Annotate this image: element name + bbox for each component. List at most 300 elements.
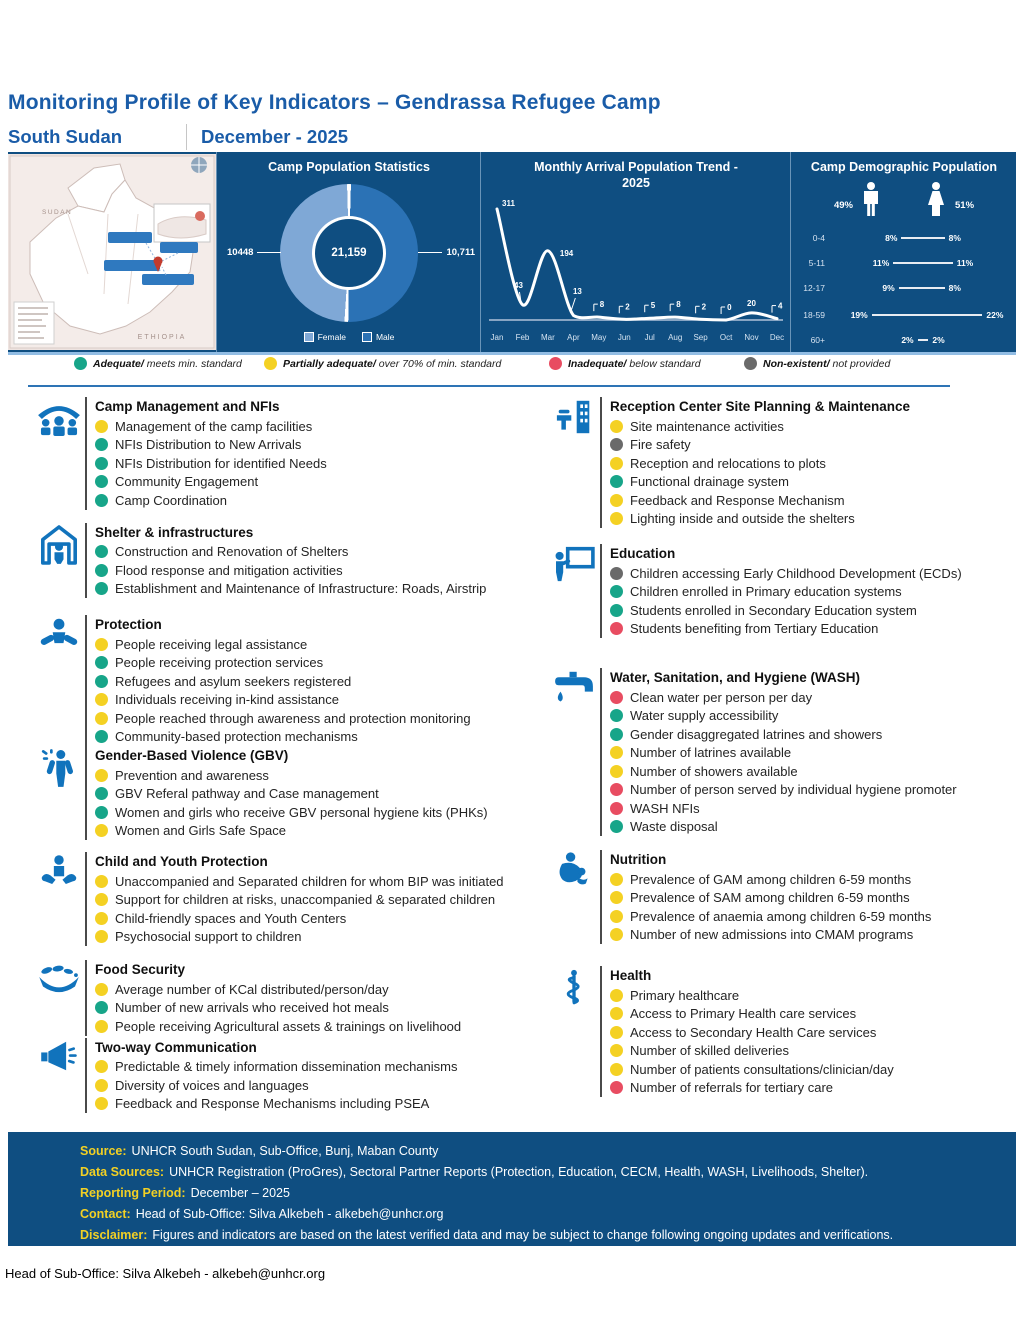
legend-desc: below standard xyxy=(629,357,701,370)
svg-text:2: 2 xyxy=(701,302,707,312)
indicator-row xyxy=(95,543,543,562)
food-security-icon xyxy=(33,960,85,1036)
section-body xyxy=(85,615,543,746)
male-bar-zone xyxy=(831,335,923,345)
indicator-row xyxy=(610,688,1022,707)
indicator-row xyxy=(95,473,543,492)
indicator-label: Feedback and Response Mechanism xyxy=(630,492,845,508)
indicator-label: NFIs Distribution to New Arrivals xyxy=(115,437,302,453)
indicator-row xyxy=(95,580,543,599)
status-dot-green xyxy=(610,820,623,833)
svg-text:13: 13 xyxy=(572,287,582,296)
female-pct-label: 8% xyxy=(948,233,961,243)
population-donut-chart xyxy=(280,184,418,322)
map-label-sudan: SUDAN xyxy=(42,209,73,216)
status-dot-yellow xyxy=(610,1026,623,1039)
footer xyxy=(8,1132,1016,1246)
indicator-label: Water supply accessibility xyxy=(630,708,779,724)
section-title: Health xyxy=(610,968,652,983)
page-title: Monitoring Profile of Key Indicators – Gendrassa Refugee Camp xyxy=(8,91,661,114)
indicator-row xyxy=(95,785,543,804)
section-child-and-youth-protection xyxy=(33,852,543,946)
indicator-row xyxy=(610,601,1022,620)
donut-title: Camp Population Statistics xyxy=(268,160,430,174)
indicators-right-column xyxy=(548,397,1022,1097)
indicator-label: Children enrolled in Primary education systems xyxy=(630,584,902,600)
indicator-label: Child-friendly spaces and Youth Centers xyxy=(115,910,347,926)
status-dot-yellow xyxy=(610,765,623,778)
pyramid-row-60 xyxy=(793,332,1017,348)
svg-text:May: May xyxy=(591,333,607,342)
indicator-row xyxy=(610,510,1022,529)
status-dot-green xyxy=(610,604,623,617)
male-bar xyxy=(899,287,923,289)
section-body xyxy=(85,746,543,840)
education-icon xyxy=(548,544,600,638)
female-pct-label: 22% xyxy=(986,310,1004,320)
indicator-row xyxy=(610,907,1022,926)
status-dot-gray xyxy=(610,567,623,580)
indicator-label: People receiving Agricultural assets & trainings on livelihood xyxy=(115,1018,462,1034)
indicator-row xyxy=(610,1042,1022,1061)
status-dot-yellow xyxy=(95,1060,108,1073)
indicator-row xyxy=(95,928,543,947)
indicator-row xyxy=(610,870,1022,889)
arrival-trend-panel xyxy=(480,152,791,352)
indicator-label: Flood response and mitigation activities xyxy=(115,562,343,578)
female-count-label xyxy=(227,247,285,258)
female-pct-label: 11% xyxy=(956,258,974,268)
status-dot-yellow xyxy=(610,1007,623,1020)
legend-label: Inadequate/ xyxy=(568,357,627,370)
legend-dot-yellow xyxy=(264,357,277,370)
status-dot-yellow xyxy=(610,1063,623,1076)
footer-label: Data Sources: xyxy=(80,1165,165,1179)
legend-desc: meets min. standard xyxy=(146,357,242,370)
section-title: Food Security xyxy=(95,962,186,977)
status-dot-yellow xyxy=(95,824,108,837)
status-dot-red xyxy=(610,622,623,635)
indicator-label: Number of skilled deliveries xyxy=(630,1043,789,1059)
svg-text:Jul: Jul xyxy=(644,333,655,342)
indicator-row xyxy=(95,891,543,910)
status-dot-yellow xyxy=(610,512,623,525)
indicator-row xyxy=(95,654,543,673)
indicator-row xyxy=(95,561,543,580)
female-count: 10448 xyxy=(227,247,254,258)
indicator-row xyxy=(610,1079,1022,1098)
status-dot-green xyxy=(95,675,108,688)
status-dot-yellow xyxy=(95,1097,108,1110)
footer-text: Figures and indicators are based on the latest verified data and may be subject to change following ongoing updates and verifications. xyxy=(152,1228,894,1242)
legend-dot-red xyxy=(549,357,562,370)
status-dot-yellow xyxy=(95,930,108,943)
period-label: December - 2025 xyxy=(201,125,349,147)
male-bar xyxy=(872,314,923,316)
indicator-label: Refugees and asylum seekers registered xyxy=(115,673,352,689)
map-label-chip xyxy=(104,260,160,271)
indicator-row xyxy=(610,564,1022,583)
male-pct-label: 9% xyxy=(882,283,895,293)
indicator-row xyxy=(610,583,1022,602)
section-gender-based-violence-gbv xyxy=(33,746,543,840)
indicator-label: Average number of KCal distributed/person/day xyxy=(115,981,389,997)
indicator-row xyxy=(610,762,1022,781)
indicator-label: Prevalence of anaemia among children 6-59 months xyxy=(630,908,932,924)
donut-legend-label: Male xyxy=(375,332,395,342)
indicator-label: Support for children at risks, unaccompanied & separated children xyxy=(115,892,496,908)
status-dot-green xyxy=(95,787,108,800)
svg-text:8: 8 xyxy=(676,300,681,310)
section-reception-center-site-planning-maintenance xyxy=(548,397,1022,528)
section-two-way-communication xyxy=(33,1038,543,1114)
status-dot-green xyxy=(610,728,623,741)
indicator-row xyxy=(95,909,543,928)
male-pct-label: 19% xyxy=(850,310,868,320)
female-bar-zone xyxy=(923,258,1015,268)
male-total-pct: 49% xyxy=(833,200,853,211)
female-icon xyxy=(925,182,947,219)
bottom-note: Head of Sub-Office: Silva Alkebeh - alkebeh@unhcr.org xyxy=(5,1266,326,1281)
legend-desc: not provided xyxy=(832,357,891,370)
footer-text: UNHCR Registration (ProGres), Sectoral Partner Reports (Protection, Education, CECM, Health, WASH, Livelihoods, Shelter). xyxy=(169,1165,869,1179)
nutrition-icon xyxy=(548,850,600,944)
indicator-label: Prevention and awareness xyxy=(115,767,269,783)
legend-green xyxy=(74,357,242,370)
svg-text:5: 5 xyxy=(650,301,656,311)
status-dot-yellow xyxy=(95,712,108,725)
indicator-label: Functional drainage system xyxy=(630,474,789,490)
indicator-label: Reception and relocations to plots xyxy=(630,455,826,471)
svg-text:Mar: Mar xyxy=(541,333,555,342)
section-title: Shelter & infrastructures xyxy=(95,524,254,540)
legend-dot-green xyxy=(74,357,87,370)
svg-text:Feb: Feb xyxy=(515,333,530,342)
legend-red xyxy=(549,357,701,370)
indicator-label: People receiving legal assistance xyxy=(115,636,308,652)
indicator-label: People reached through awareness and protection monitoring xyxy=(115,710,471,726)
indicator-label: Students benefiting from Tertiary Education xyxy=(630,621,879,637)
status-dot-green xyxy=(95,806,108,819)
indicator-label: Management of the camp facilities xyxy=(115,418,313,434)
section-body xyxy=(600,544,1022,638)
male-pct-label: 2% xyxy=(901,335,914,345)
indicator-row xyxy=(95,454,543,473)
female-total-pct: 51% xyxy=(955,200,975,211)
indicator-label: NFIs Distribution for identified Needs xyxy=(115,455,327,471)
status-dot-yellow xyxy=(610,457,623,470)
indicator-row xyxy=(95,417,543,436)
indicator-label: Unaccompanied and Separated children for whom BIP was initiated xyxy=(115,873,504,889)
indicator-label: Women and Girls Safe Space xyxy=(115,823,287,839)
section-food-security xyxy=(33,960,543,1036)
section-body xyxy=(85,852,543,946)
footer-label: Reporting Period: xyxy=(80,1186,186,1200)
indicator-row xyxy=(610,1005,1022,1024)
donut-legend-female xyxy=(304,332,346,342)
indicator-row xyxy=(95,1058,543,1077)
legend-desc: over 70% of min. standard xyxy=(378,357,502,370)
status-dot-yellow xyxy=(610,1044,623,1057)
map-label-chip xyxy=(142,274,194,285)
indicator-label: Waste disposal xyxy=(630,819,718,835)
indicator-label: Students enrolled in Secondary Education system xyxy=(630,602,917,618)
pyramid-title: Camp Demographic Population xyxy=(810,160,998,174)
status-dot-yellow xyxy=(610,420,623,433)
svg-text:Jan: Jan xyxy=(490,333,504,342)
indicator-label: Psychosocial support to children xyxy=(115,929,302,945)
indicator-row xyxy=(610,473,1022,492)
status-dot-green xyxy=(610,585,623,598)
legend-label: Partially adequate/ xyxy=(283,357,376,370)
section-body xyxy=(85,397,543,510)
indicator-label: Women and girls who receive GBV personal hygiene kits (PHKs) xyxy=(115,804,488,820)
indicator-row xyxy=(95,999,543,1018)
status-dot-yellow xyxy=(610,910,623,923)
indicator-row xyxy=(95,691,543,710)
indicator-label: Children accessing Early Childhood Development (ECDs) xyxy=(630,565,962,581)
section-body xyxy=(85,960,543,1036)
male-bar-zone xyxy=(831,310,923,320)
svg-text:Oct: Oct xyxy=(719,333,733,342)
status-dot-green xyxy=(95,457,108,470)
indicator-label: Community-based protection mechanisms xyxy=(115,729,358,745)
svg-text:Sep: Sep xyxy=(693,333,708,342)
svg-text:Nov: Nov xyxy=(744,333,759,342)
health-icon xyxy=(548,966,600,1097)
map-label-chip xyxy=(160,242,198,253)
indicator-row xyxy=(610,436,1022,455)
status-dot-yellow xyxy=(95,1020,108,1033)
male-icon xyxy=(861,182,881,219)
footer-line-source xyxy=(80,1141,1000,1162)
indicator-row xyxy=(610,707,1022,726)
legend-yellow xyxy=(264,357,501,370)
indicator-label: Primary healthcare xyxy=(630,987,740,1003)
section-body xyxy=(85,1038,543,1114)
svg-text:194: 194 xyxy=(559,249,574,258)
footer-text: December – 2025 xyxy=(190,1186,290,1200)
section-title: Child and Youth Protection xyxy=(95,854,268,869)
indicator-label: Establishment and Maintenance of Infrastructure: Roads, Airstrip xyxy=(115,581,487,597)
status-dot-green xyxy=(95,475,108,488)
male-bar-zone xyxy=(831,283,923,293)
svg-text:Aug: Aug xyxy=(668,333,683,342)
donut-legend-label: Female xyxy=(317,332,346,342)
status-dot-green xyxy=(95,564,108,577)
pyramid-row-12-17 xyxy=(793,278,1017,298)
indicator-row xyxy=(610,986,1022,1005)
reception-center-icon xyxy=(548,397,600,528)
section-body xyxy=(600,397,1022,528)
country-label: South Sudan xyxy=(8,125,123,147)
status-dot-yellow xyxy=(95,893,108,906)
status-dot-red xyxy=(610,802,623,815)
indicator-row xyxy=(610,454,1022,473)
status-dot-red xyxy=(610,783,623,796)
indicator-label: People receiving protection services xyxy=(115,655,324,671)
footer-line-data-sources xyxy=(80,1162,1000,1183)
female-bar-zone xyxy=(923,310,1015,320)
legend-swatch xyxy=(362,332,372,342)
legend-label: Non-existent/ xyxy=(763,357,830,370)
location-map xyxy=(8,154,216,350)
pyramid-row-0-4 xyxy=(793,228,1017,248)
status-dot-green xyxy=(610,709,623,722)
status-legend xyxy=(0,357,1024,375)
line-chart-title: Monthly Arrival Population Trend - 2025 xyxy=(534,160,738,190)
indicator-row xyxy=(610,491,1022,510)
age-group-label: 5-11 xyxy=(808,258,825,268)
section-health xyxy=(548,966,1022,1097)
status-dot-green xyxy=(95,1001,108,1014)
indicator-row xyxy=(610,744,1022,763)
indicator-row xyxy=(95,980,543,999)
female-bar xyxy=(923,237,945,239)
indicator-label: WASH NFIs xyxy=(630,800,700,816)
protection-icon xyxy=(33,615,85,746)
two-way-communication-icon xyxy=(33,1038,85,1114)
age-group-label: 0-4 xyxy=(812,233,825,243)
male-bar xyxy=(901,237,923,239)
svg-text:20: 20 xyxy=(747,298,756,308)
status-dot-green xyxy=(95,494,108,507)
indicators-left-column xyxy=(33,397,543,1113)
indicator-label: Number of person served by individual hygiene promoter xyxy=(630,782,957,798)
status-dot-yellow xyxy=(95,769,108,782)
indicator-row xyxy=(610,725,1022,744)
shelter-icon xyxy=(33,523,85,599)
indicator-label: Clean water per person per day xyxy=(630,689,813,705)
female-bar-zone xyxy=(923,335,1015,345)
svg-text:43: 43 xyxy=(514,281,523,290)
male-count-label xyxy=(414,247,475,258)
indicator-row xyxy=(95,1017,543,1036)
section-protection xyxy=(33,615,543,746)
status-dot-yellow xyxy=(610,928,623,941)
legend-label: Adequate/ xyxy=(93,357,144,370)
indicator-label: Number of showers available xyxy=(630,763,798,779)
indicator-label: Access to Secondary Health Care services xyxy=(630,1024,877,1040)
status-dot-gray xyxy=(610,438,623,451)
status-dot-yellow xyxy=(610,989,623,1002)
donut-legend xyxy=(217,332,481,342)
section-title: Protection xyxy=(95,617,162,632)
indicator-label: Number of latrines available xyxy=(630,745,792,761)
age-group-label: 60+ xyxy=(810,335,825,345)
status-dot-yellow xyxy=(95,1079,108,1092)
section-title: Water, Sanitation, and Hygiene (WASH) xyxy=(610,670,861,685)
indicator-label: Feedback and Response Mechanisms including PSEA xyxy=(115,1096,430,1112)
footer-line-disclaimer xyxy=(80,1225,1000,1246)
indicator-row xyxy=(95,709,543,728)
indicator-label: Community Engagement xyxy=(115,474,259,490)
footer-line-reporting-period xyxy=(80,1183,1000,1204)
indicator-label: Site maintenance activities xyxy=(630,418,784,434)
section-title: Nutrition xyxy=(610,852,667,867)
svg-text:Apr: Apr xyxy=(567,333,580,342)
section-body xyxy=(600,668,1022,836)
indicator-row xyxy=(610,889,1022,908)
donut-legend-male xyxy=(362,332,394,342)
section-body xyxy=(85,523,543,599)
gbv-icon xyxy=(33,746,85,840)
female-pct-label: 8% xyxy=(948,283,961,293)
status-dot-red xyxy=(610,1081,623,1094)
svg-text:311: 311 xyxy=(502,199,515,208)
indicator-row xyxy=(95,1095,543,1114)
indicator-row xyxy=(610,1060,1022,1079)
indicator-label: Fire safety xyxy=(630,437,691,453)
section-body xyxy=(600,850,1022,944)
status-dot-yellow xyxy=(95,875,108,888)
section-camp-management-and-nfis xyxy=(33,397,543,510)
status-dot-yellow xyxy=(95,983,108,996)
indicator-row xyxy=(610,417,1022,436)
female-pct-label: 2% xyxy=(932,335,945,345)
male-pct-label: 11% xyxy=(872,258,890,268)
male-count: 10,711 xyxy=(446,247,475,258)
section-body xyxy=(600,966,1022,1097)
male-bar-zone xyxy=(831,233,923,243)
population-pyramid xyxy=(793,228,1017,352)
male-total-group xyxy=(834,182,881,219)
section-education xyxy=(548,544,1022,638)
svg-text:Dec: Dec xyxy=(769,333,785,342)
indicator-label: Number of patients consultations/clinician/day xyxy=(630,1061,894,1077)
section-title: Gender-Based Violence (GBV) xyxy=(95,748,289,763)
male-pct-label: 8% xyxy=(885,233,898,243)
svg-text:2: 2 xyxy=(625,302,630,312)
male-bar-zone xyxy=(831,258,923,268)
indicator-row xyxy=(95,872,543,891)
status-dot-green xyxy=(95,438,108,451)
footer-label: Source: xyxy=(80,1144,127,1158)
section-title: Education xyxy=(610,546,676,561)
female-bar xyxy=(923,287,945,289)
indicator-row xyxy=(95,822,543,841)
footer-text: Head of Sub-Office: Silva Alkebeh - alkebeh@unhcr.org xyxy=(135,1207,444,1221)
map-label-ethiopia: ETHIOPIA xyxy=(137,334,187,341)
legend-dot-gray xyxy=(744,357,757,370)
status-dot-yellow xyxy=(610,873,623,886)
indicator-label: Construction and Renovation of Shelters xyxy=(115,544,349,560)
divider-rule xyxy=(28,385,950,387)
female-bar-zone xyxy=(923,233,1015,243)
pyramid-row-18-59 xyxy=(793,302,1017,328)
indicator-row xyxy=(610,926,1022,945)
indicator-row xyxy=(95,635,543,654)
arrival-trend-chart xyxy=(485,193,787,350)
wash-icon xyxy=(548,668,600,836)
indicator-row xyxy=(95,672,543,691)
footer-label: Contact: xyxy=(80,1207,131,1221)
footer-text: UNHCR South Sudan, Sub-Office, Bunj, Maban County xyxy=(131,1144,439,1158)
male-bar xyxy=(893,262,923,264)
status-dot-yellow xyxy=(610,494,623,507)
svg-text:8: 8 xyxy=(599,300,605,310)
age-group-label: 18-59 xyxy=(803,310,825,320)
section-nutrition xyxy=(548,850,1022,944)
child-protection-icon xyxy=(33,852,85,946)
map-label-chip xyxy=(108,232,152,243)
indicator-row xyxy=(610,799,1022,818)
indicator-row xyxy=(610,1023,1022,1042)
indicator-label: Gender disaggregated latrines and showers xyxy=(630,726,883,742)
subtitle-row xyxy=(8,123,348,150)
indicator-label: Number of new admissions into CMAM programs xyxy=(630,927,914,943)
svg-text:0: 0 xyxy=(727,303,732,312)
